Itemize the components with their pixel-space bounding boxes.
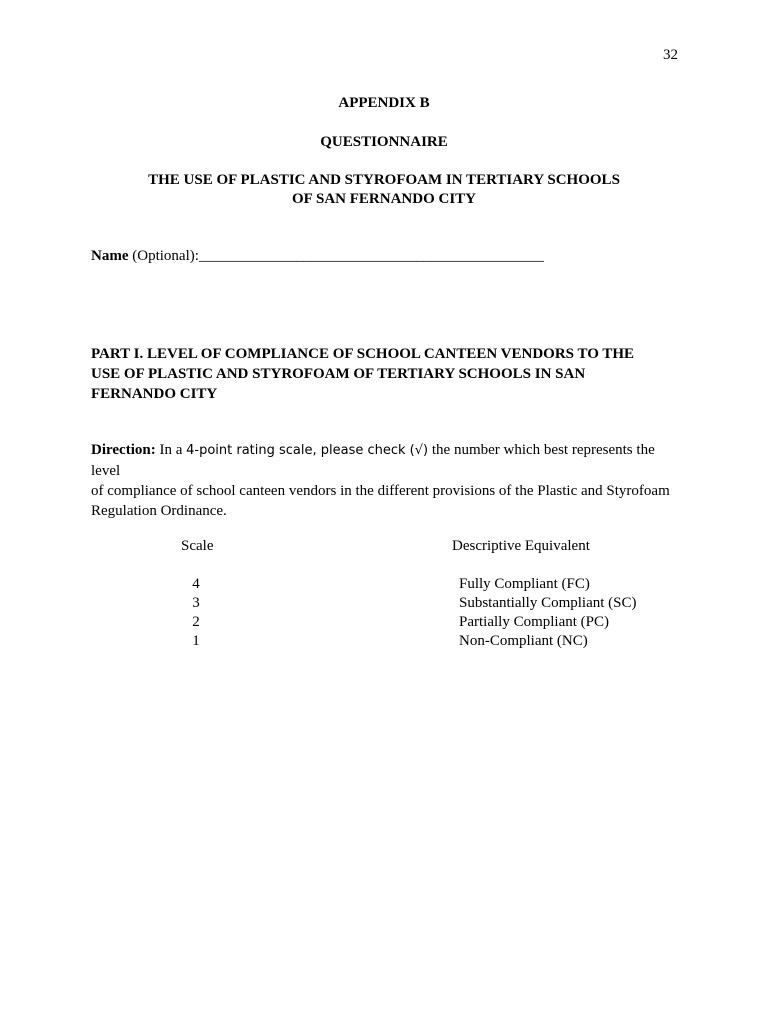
name-label: Name [91,248,129,264]
part-one-line-3: FERNANDO CITY [91,386,218,402]
descriptive-equivalent-header: Descriptive Equivalent [452,538,590,554]
part-one-line-1: PART I. LEVEL OF COMPLIANCE OF SCHOOL CANTEEN VENDORS TO THE [91,346,635,362]
title-line-1: THE USE OF PLASTIC AND STYROFOAM IN TERTIARY SCHOOLS [148,172,620,188]
direction-paragraph [91,440,681,521]
direction-line-1 [91,440,681,481]
part-one-line-2: USE OF PLASTIC AND STYROFOAM OF TERTIARY SCHOOLS IN SAN [91,366,586,382]
direction-label: Direction: [91,442,156,458]
direction-line-2: of compliance of school canteen vendors in the different provisions of the Plastic and Styrofoam [91,483,670,499]
scale-value: 2 [192,614,200,630]
scale-values [190,575,202,651]
descriptive-value: Partially Compliant (PC) [459,614,609,630]
scale-value: 1 [192,633,200,649]
direction-line-3: Regulation Ordinance. [91,503,227,519]
name-optional: (Optional): [128,248,199,264]
scale-header: Scale [181,538,214,554]
page-number: 32 [663,47,678,63]
direction-text-c: the number which best represents the level [91,442,655,479]
title-line-2: OF SAN FERNANDO CITY [291,191,477,207]
name-field [91,247,544,266]
descriptive-value: Non-Compliant (NC) [459,633,588,649]
scale-value: 3 [192,595,200,611]
direction-text-a: In a [155,442,187,458]
scale-value: 4 [192,576,200,592]
descriptive-value: Substantially Compliant (SC) [459,595,637,611]
descriptive-values [459,575,637,651]
questionnaire-heading: QUESTIONNAIRE [320,134,448,150]
part-one-heading [91,344,691,404]
direction-text-b: 4-point rating scale, please check (√) [186,443,429,458]
name-blank: ______________________________________________ [198,248,544,264]
document-title [0,171,768,209]
appendix-heading: APPENDIX B [338,95,430,111]
descriptive-value: Fully Compliant (FC) [459,576,590,592]
